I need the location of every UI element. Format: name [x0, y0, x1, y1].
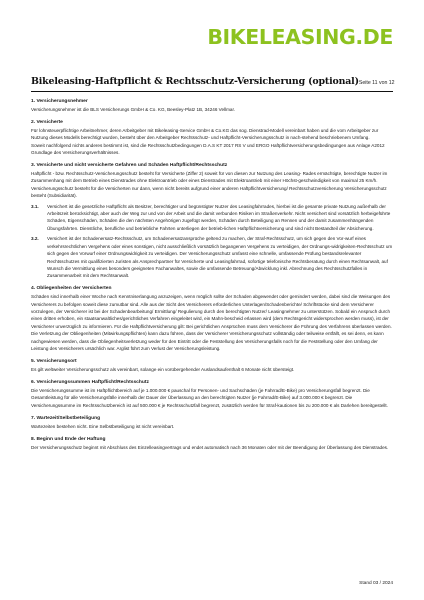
section-heading: 6. Versicherungssummen Haftpflicht/Rechtsschutz [31, 379, 149, 385]
section-heading: 8. Beginn und Ende der Haftung [31, 436, 106, 442]
section-paragraph: Die Versicherungssumme ist im Haftpflichtbereich auf je 1.000.000 € pauschal für Personen- und Sachschäden (je Fahrrad/E-Bike) pro Versicherungsfall begrenzt. Die Gesamtleistung für alle Versicherungsfälle innerhalb der Dauer der Überlassung an den berechtigten Nutzer (je Fahrrad/E-Bike) auf 3.000.000 € begrenzt. Die Versicherungssumme im Rechtsschutzbereich ist auf 500.000 € je Rechtsschutzfall begrenzt, zusätzlich werden für Straf-kautionen bis zu 200.000 € als Darlehen bereitgestellt. [31, 387, 388, 408]
section-paragraph: Es gilt weltweiter Versicherungsschutz als vereinbart, solange ein vorübergehender Auslandsaufenthalt 6 Monate nicht übersteigt. [31, 366, 295, 372]
section-paragraph: Der Versicherungsschutz beginnt mit Abschluss des Einzelleasingvertrags und endet automatisch nach 36 Monaten oder mit der Beendigung der Überlassung des Dienstrades. [31, 444, 389, 450]
clause-text: Versichert ist die gesetzliche Haftpflicht als Besitzer, berechtigter und begünstigter Nutzer des Leasingfahrrades, hierbei ist die gesamte private Nutzung außerhalb der Arbeitszeit berücksichtigt, aber auch der Weg zur und von der Arbeit und die damit verbunden Risiken im Straßenverkehr. Nicht versichert sind vorsätzlich herbeigeführte Schäden, Eigenschäden, Schäden die den nächsten Angehörigen zugefügt werden, Schäden durch Beteiligung an Rennen und der damit zusammenhängenden Übungsfahrten. Dienstliche, berufliche und betriebliche Fahrten unterliegen der betrieb-lichen Haftpflichtversicherung und sind nicht Bestandteil der Absicherung. [47, 203, 391, 231]
section-heading: 4. Obliegenheiten der Versicherten [31, 286, 112, 292]
clause-number: 3.1. [31, 203, 39, 209]
section [31, 119, 393, 157]
section-paragraph: Wartezeiten bestehen nicht. Eine Selbstbeteiligung ist nicht vereinbart. [31, 423, 175, 429]
section-paragraph: Soweit nachfolgend nichts anderes bestimmt ist, sind die Rechtsschutzbedingungen D.A.S KT 2017 RS V und ERGO Haftpflichtversicherungsbedingungen aus Anlage A2012 Grundlage des Versicherungsverhältnisses. [31, 142, 385, 156]
section-heading: 5. Versicherungsort [31, 358, 77, 364]
section-paragraph: Versicherungsnehmer ist die BLS Versicherungs GmbH & Co. KG, Beesley-Platz 1B, 34246 Vellmar. [31, 107, 236, 112]
section-heading: 2. Versicherte [31, 119, 63, 125]
bikeleasing-logo: BIKELEASING.DE [207, 25, 393, 49]
clause-text: Versichert ist der Schadenersatz-Rechtsschutz, um Schadenersatzansprüche geltend zu machen, der Straf-Rechtsschutz, um sich gegen den Vor-wurf eines verkehrsrechtlichen Vergehens oder eines sonstigen, nicht ausschließlich vorsätzlich begangenen Vergehens zu verteidigen, der Ordnungs-widrigkeiten-Rechtsschutz um sich gegen den Vorwurf einer Ordnungswidrigkeit zu verteidigen. Der Versicherungsschutz umfasst eine schnelle, umfassende Prüfung bestandsrelevanter Rechtsschutzes mit qualifizierten Juristen als Ansprechpartner für Versicherte und Leasingfahrrad, sofortige telefonische Rechtsberatung durch einen Rechtsanwalt, auf Wunsch die Vermittlung eines besonders geeigneten Fachanwaltes, sowie die umfassende Betreuung/Abwicklung inkl. Abrechnung des Rechtsschutzfalles in Zusammenarbeit mit dem Rechtsanwalt. [47, 236, 393, 279]
section-paragraph: Versicherungsschutz besteht für die Versicherten nur dann, wenn nicht bereits aufgrund einer anderen Haftpflichtversicherung/ Rechtsschutzversicherung Versicherungsschutz besteht (Subsidiarität). [31, 185, 387, 199]
document-title: Bikeleasing-Haftpflicht & Rechtsschutz-Versicherung (optional) [31, 76, 359, 87]
section-paragraph: Haftpflicht - bzw. Rechtsschutz-Versicherungsschutz besteht für Versicherte (Ziffer 2) soweit für von diesen zur Nutzung des Leasing- Rades ermächtigte, berechtigte Nutzer im Zusammenhang mit dem Betrieb eines Dienstrades ohne Elektroantrieb oder eines Dienstrades mit Elektroantrieb mit einer Höchst-geschwindigkeit von maximal 25 Km/h. [31, 171, 388, 184]
section [31, 285, 393, 352]
page-number: Seite 11 von 12 [358, 80, 395, 86]
section-heading: 1. Versicherungsnehmer [31, 99, 88, 104]
section-heading: 3. Versicherte und nicht versicherte Gefahren und Schäden Haftpflicht/Rechtsschutz [31, 163, 228, 169]
section [31, 379, 393, 409]
section [31, 436, 393, 451]
numbered-clause [31, 203, 393, 233]
section [31, 415, 393, 430]
section-heading: 7. Wartezeit/Selbstbeteiligung [31, 415, 101, 421]
section [31, 162, 393, 280]
clause-number: 3.2. [31, 236, 39, 242]
section [31, 358, 393, 373]
numbered-clause [31, 235, 393, 279]
title-divider [31, 91, 393, 92]
title-row [31, 76, 393, 87]
section [31, 98, 393, 113]
section-paragraph: Für lohnsteuerpflichtige Arbeitnehmer, deren Arbeitgeber mit Bikeleasing-Service GmbH & Co.KG das sog. Dienstrad-Modell vereinbart haben und die vom Arbeitgeber zur Nutzung dieses Modells berechtigt wurden, besteht über den Arbeitgeber Rechtsschutz- und Haftpflicht-Versicherungsschutz in nach-stehend beschriebenem Umfang. [31, 127, 379, 141]
section-paragraph: Schäden sind innerhalb einer Woche nach Kenntniserlangung anzuzeigen, wenn möglich sollte der Schaden abgewendet oder gemindert werden, dabei sind die Weisungen des Versicherers zu befolgen soweit diese zumutbar sind. Alle aus der Sicht des Versicherers erforderlichen Unterlagen/Schadenberichte/ Schriftstücke sind dem Versicherer vorzulegen, der Versicherer ist bei der Schadenbearbeitung/ Ermittlung/ Regulierung durch den berechtigten Nutzer/ Leasingnehmer zu unterstützen. Sobald ein Anspruch durch einen dritten erhoben, ein staatsanwaltliches/gerichtliches Verfahren eingeleitet wird, ein Mahn-bescheid erlassen wird (dem Rechtsgericht widersprochen werden muss), ist der Versicherer unverzüglich zu informieren. Für die Haftpflichtversicherung gilt: Bei gerichtlichen Ansprüchen muss dem Versicherer die Führung des Verfahrens überlassen werden. [31, 294, 392, 329]
document-body [31, 98, 393, 456]
section-paragraph: Die Verletzung der Obliegenheiten (Mitwirkungspflichten) kann dazu führen, dass der Versicherer Versicherungsschutz vollständig oder teilweise entfällt, es sei denn, es kann nachgewiesen werden, dass die Obliegenheitsverletzung weder für den Eintritt oder die Feststellung des Versicherungsfalls noch für die Feststellung oder den Umfang der Leistung des Versicherers ursächlich war. Arglist führt zum Verlust der Versicherungsleistung. [31, 331, 384, 352]
footer-stand: Stand 03 / 2024 [359, 581, 393, 586]
